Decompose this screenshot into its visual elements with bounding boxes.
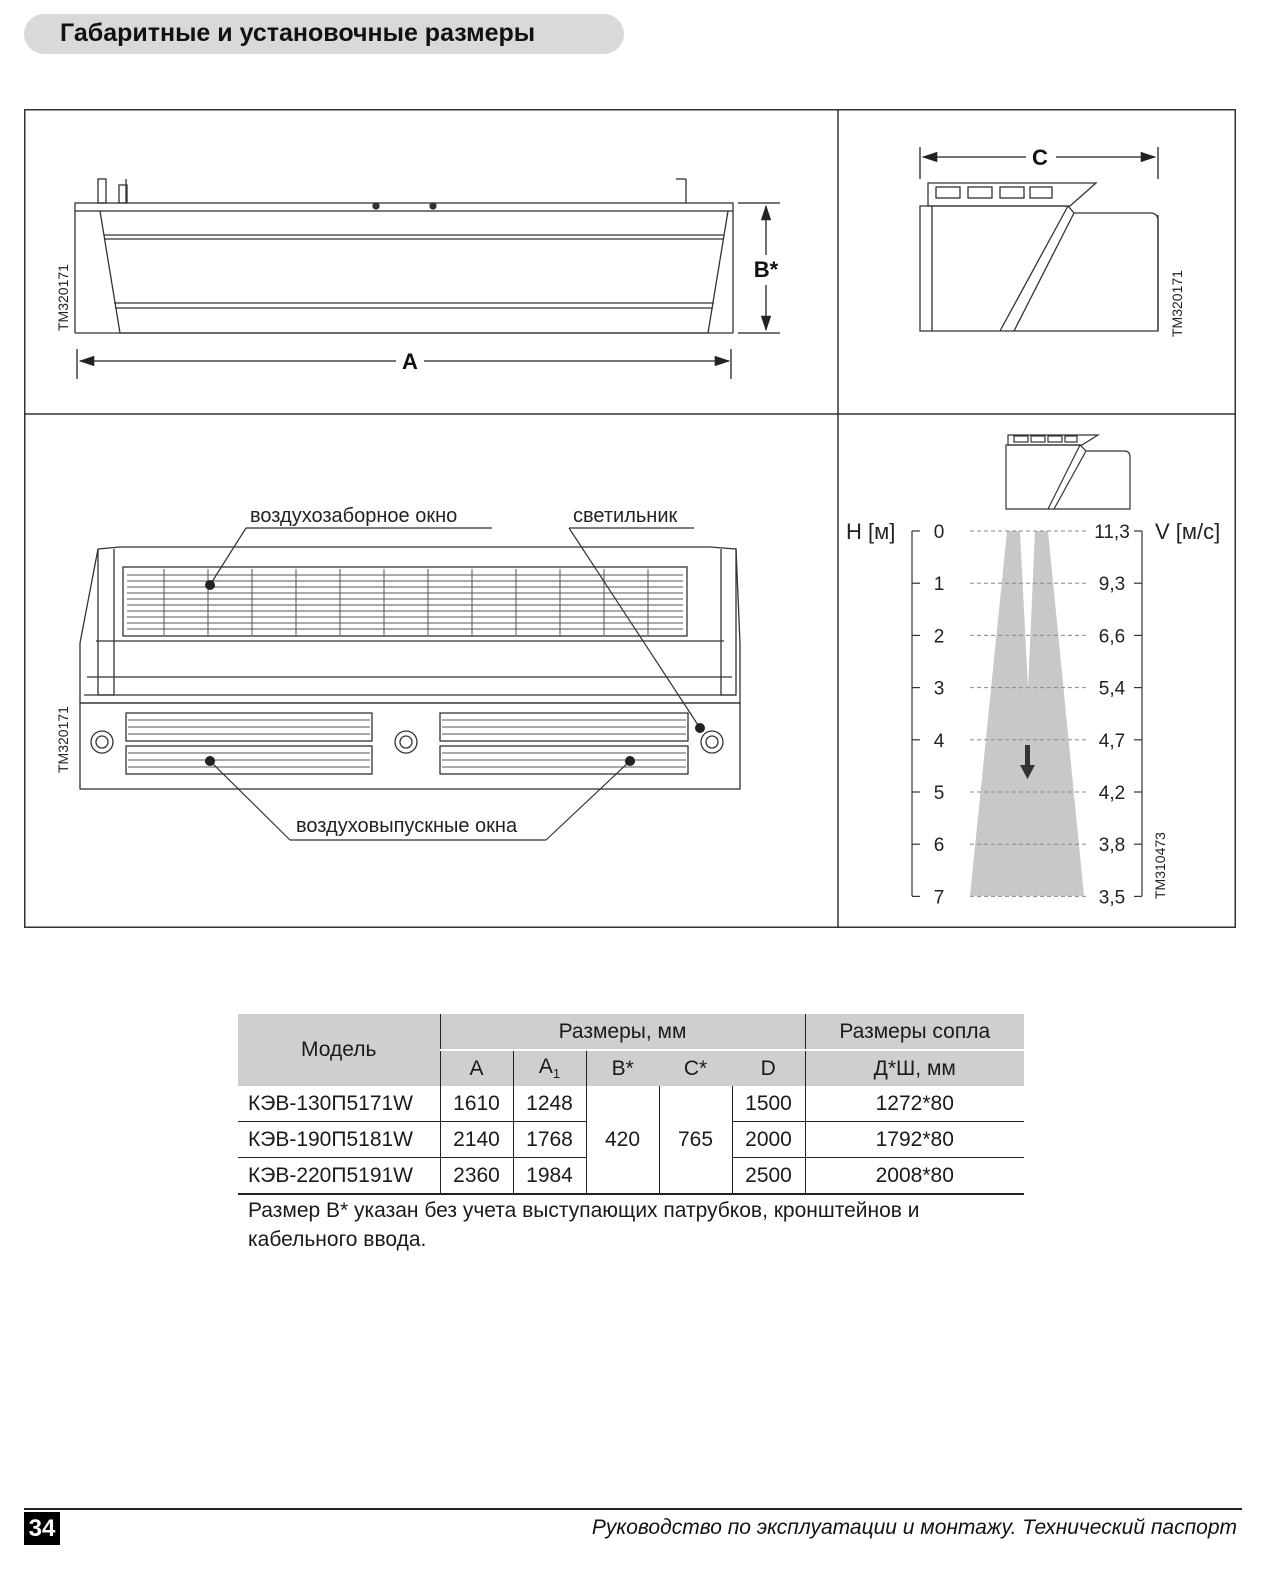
ref-code-top-right: TM320171 (1169, 270, 1185, 337)
height-tick-label: 1 (933, 574, 945, 596)
header-a1-letter: A (538, 1055, 553, 1079)
cell-a: 2360 (440, 1158, 513, 1195)
dimensions-table (238, 1014, 1024, 1195)
side-view-drawing (920, 183, 1158, 331)
cell-d: 2500 (732, 1158, 805, 1195)
cell-d: 1500 (732, 1086, 805, 1122)
intake-grille (127, 569, 683, 635)
front-view-dim-lines (77, 203, 780, 379)
height-tick-label: 7 (933, 887, 945, 909)
cell-d: 2000 (732, 1122, 805, 1158)
height-axis-label: H [м] (846, 519, 896, 544)
label-air-intake: воздухозаборное окно (250, 505, 458, 527)
speed-tick-label: 3,8 (1098, 835, 1126, 857)
header-nozzle-size: Д*Ш, мм (805, 1050, 1024, 1086)
footer-title: Руководство по эксплуатации и монтажу. Технический паспорт (591, 1516, 1237, 1539)
footer-rule (24, 1508, 1242, 1510)
cell-a1: 1984 (513, 1158, 586, 1195)
header-c: C* (659, 1050, 732, 1086)
cell-nozzle: 1272*80 (805, 1086, 1024, 1122)
speed-tick-label: 5,4 (1098, 678, 1126, 700)
height-tick-label: 4 (933, 730, 945, 752)
header-a1-index: 1 (552, 1066, 561, 1082)
speed-tick-label: 11,3 (1094, 522, 1130, 543)
figure-svg (24, 109, 1236, 928)
height-tick-label: 5 (933, 783, 945, 804)
height-tick-label: 3 (933, 678, 945, 700)
cell-nozzle: 1792*80 (805, 1122, 1024, 1158)
callout-dots (205, 580, 705, 766)
dimension-b-label: B* (753, 257, 779, 282)
header-b: B* (586, 1050, 659, 1086)
header-a1 (513, 1050, 586, 1086)
ref-code-chart: TM310473 (1152, 832, 1168, 899)
cell-a: 2140 (440, 1122, 513, 1158)
dimension-a-label: A (402, 349, 418, 374)
cell-a1: 1248 (513, 1086, 586, 1122)
dimension-figure (24, 109, 1236, 928)
height-tick-label: 6 (933, 835, 945, 857)
header-a: A (440, 1050, 513, 1086)
cell-a: 1610 (440, 1086, 513, 1122)
front-view-drawing (75, 179, 733, 333)
header-d: D (732, 1050, 805, 1086)
cell-a1: 1768 (513, 1122, 586, 1158)
cell-c-shared: 765 (659, 1086, 732, 1194)
speed-tick-label: 4,2 (1098, 783, 1126, 804)
cell-model: КЭВ-190П5181W (238, 1122, 440, 1158)
header-nozzle: Размеры сопла (805, 1014, 1024, 1050)
speed-tick-label: 3,5 (1098, 887, 1126, 909)
label-lamp: светильник (573, 505, 678, 527)
header-model: Модель (238, 1014, 440, 1086)
height-tick-label: 0 (933, 522, 945, 543)
label-air-outlets: воздуховыпускные окна (296, 815, 518, 837)
ref-code-top-left: TM320171 (55, 264, 71, 331)
section-title: Габаритные и установочные размеры (60, 19, 536, 47)
cell-nozzle: 2008*80 (805, 1158, 1024, 1195)
header-dimensions: Размеры, мм (440, 1014, 805, 1050)
cell-model: КЭВ-220П5191W (238, 1158, 440, 1195)
table-footnote: Размер В* указан без учета выступающих патрубков, кронштейнов и кабельного ввода. (248, 1199, 920, 1251)
section-title-bar (24, 14, 624, 54)
dimension-c-label: C (1032, 145, 1048, 170)
cell-model: КЭВ-130П5171W (238, 1086, 440, 1122)
cell-b-shared: 420 (586, 1086, 659, 1194)
table-row (238, 1086, 1024, 1122)
height-tick-label: 2 (933, 626, 945, 648)
speed-tick-label: 6,6 (1098, 626, 1126, 648)
speed-axis-label: V [м/с] (1155, 519, 1221, 544)
speed-tick-label: 9,3 (1098, 574, 1126, 596)
ref-code-bottom-left: TM320171 (55, 706, 71, 773)
chart-unit-drawing (1006, 435, 1130, 509)
page-number: 34 (24, 1512, 60, 1545)
speed-tick-label: 4,7 (1098, 730, 1126, 752)
air-stream-shape (970, 531, 1084, 896)
